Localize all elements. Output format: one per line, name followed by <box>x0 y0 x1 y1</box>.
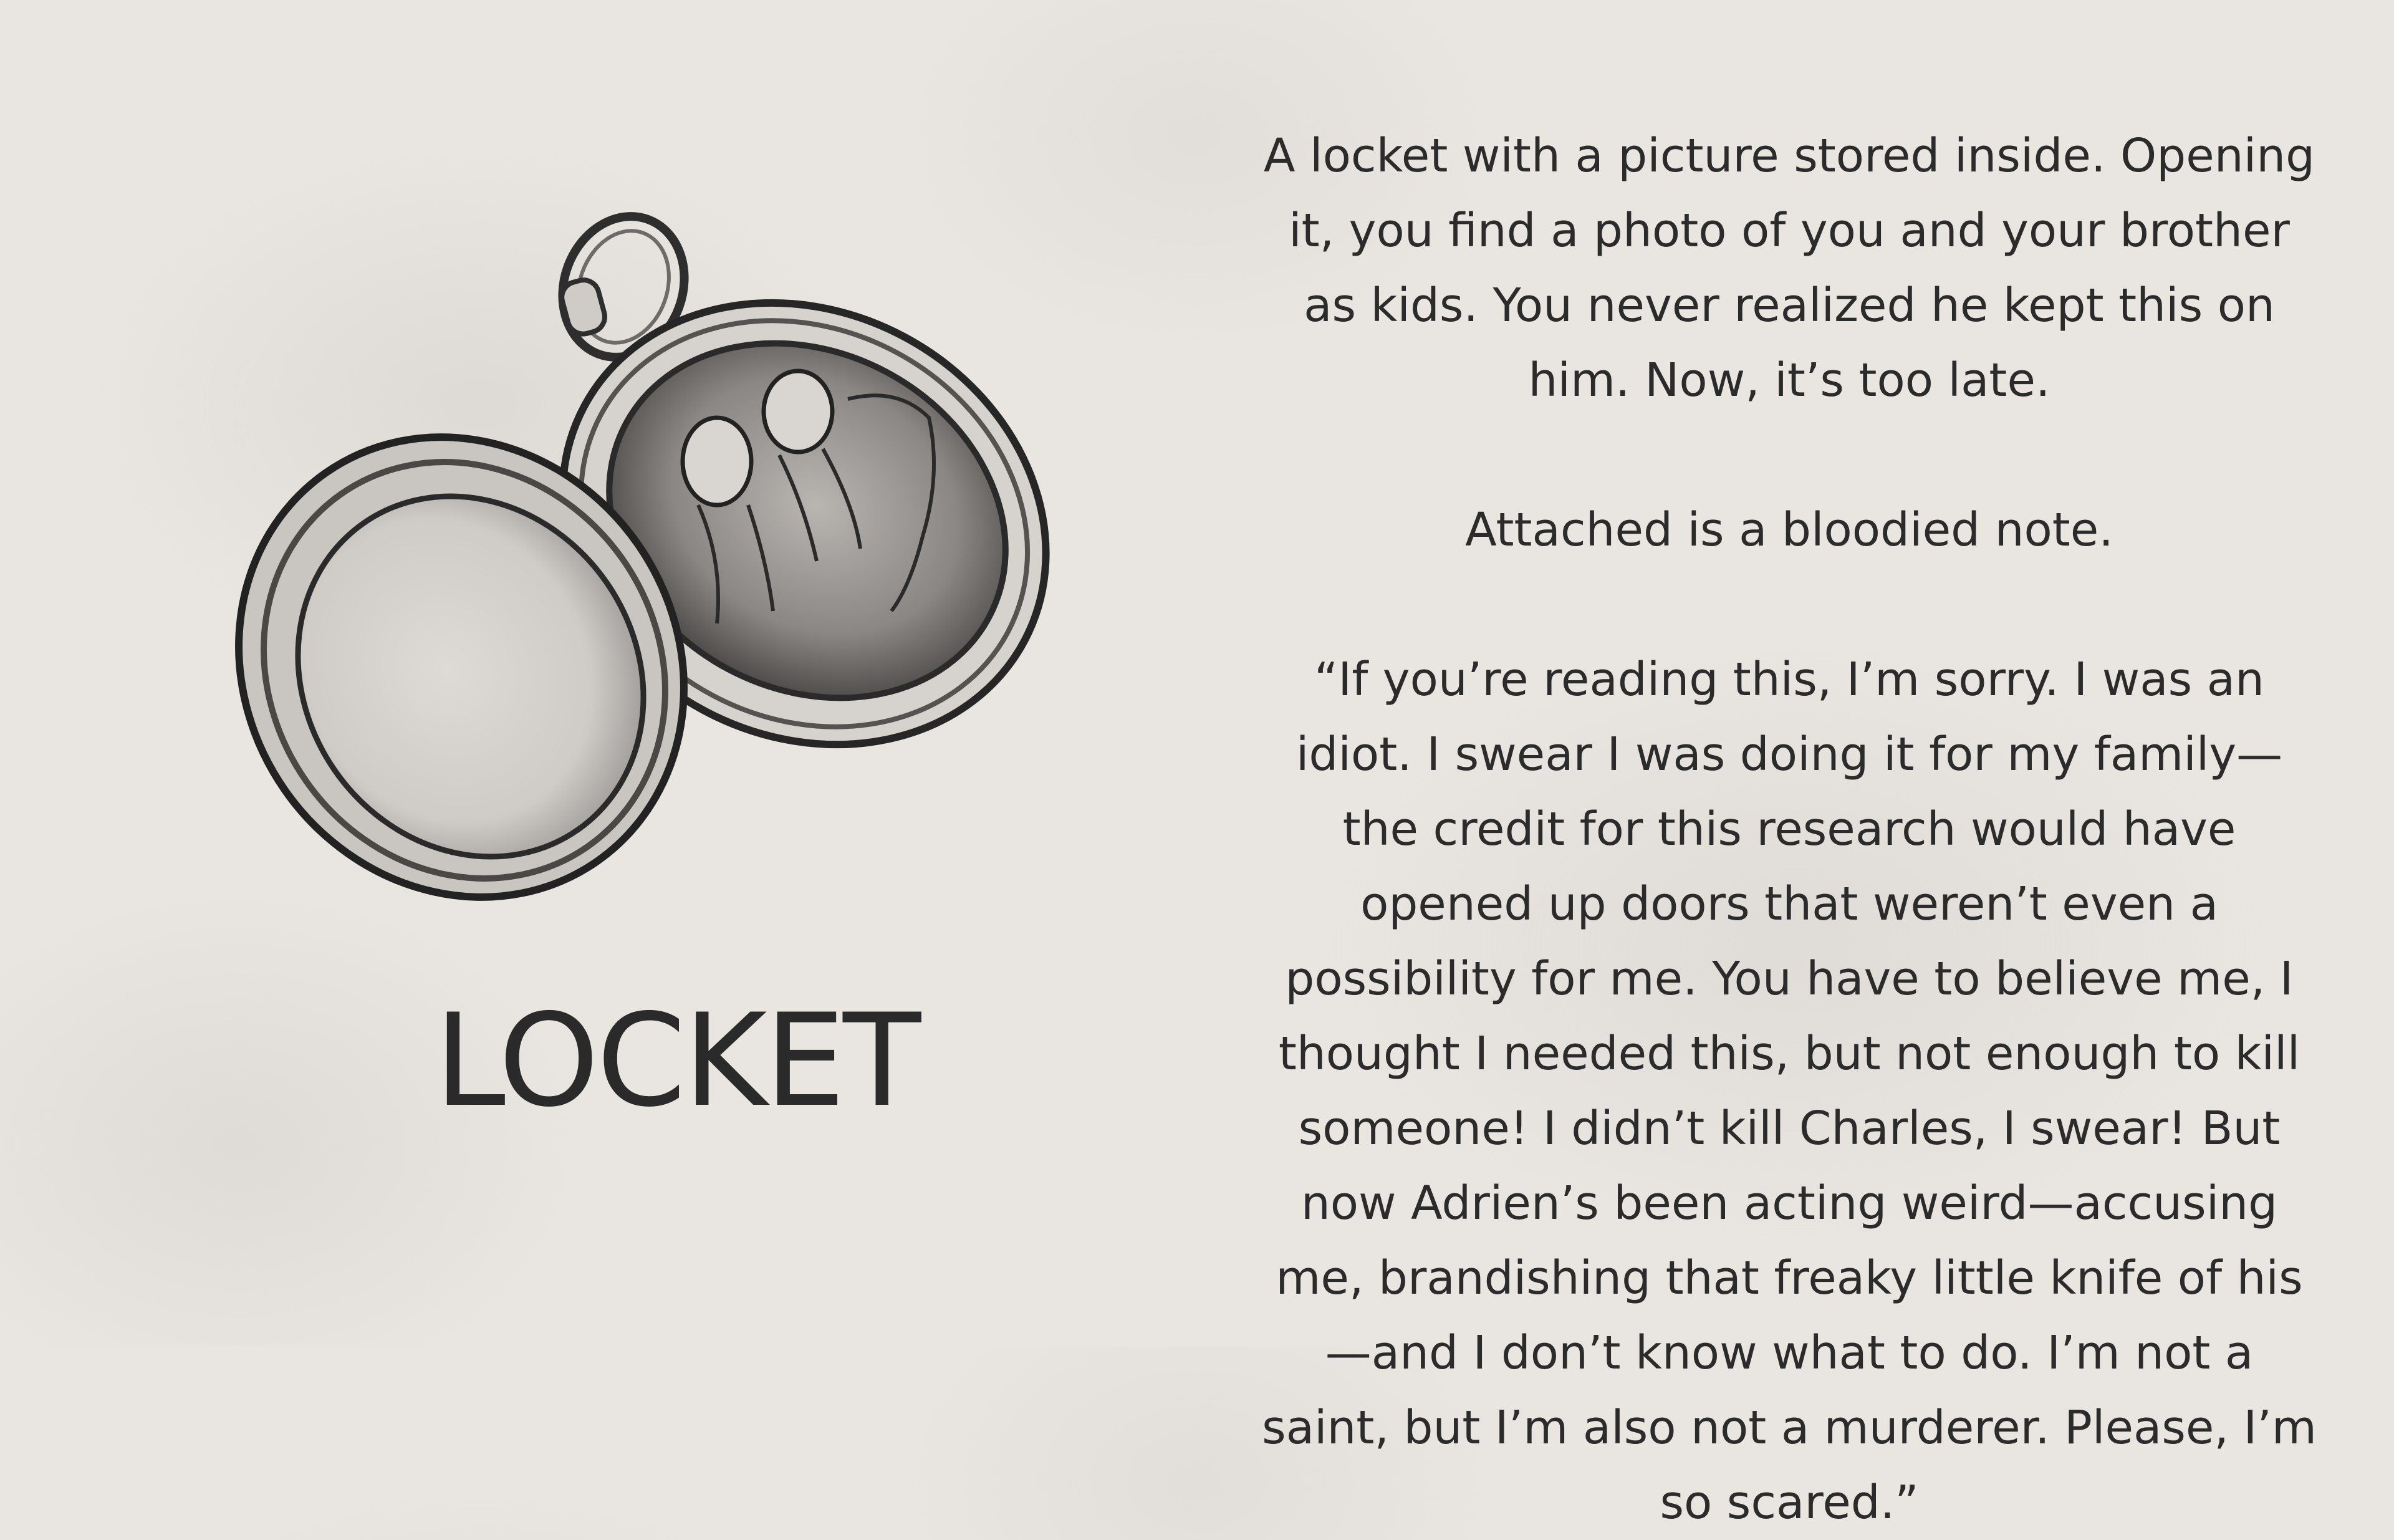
open-locket-icon <box>224 212 1097 948</box>
attachment-paragraph: Attached is a bloodied note. <box>1465 503 2113 557</box>
item-title: LOCKET <box>434 987 919 1135</box>
intro-paragraph: A locket with a picture stored inside. Opening it, you find a photo of you and your brother as kids. You never realized he kept this on him. Now, it’s too late. <box>1263 129 2315 407</box>
item-description <box>1259 118 2319 1540</box>
note-paragraph: “If you’re reading this, I’m sorry. I was an idiot. I swear I was doing it for my family—the credit for this research would have opened up doors that weren’t even a possibility for me. You have to believe me, I thought I needed this, but not enough to kill someone! I didn’t kill Charles, I swear! But now Adrien’s been acting weird—accusing me, brandishing that freaky little knife of his—and I don’t know what to do. I’m not a saint, but I’m also not a murderer. Please, I’m so scared.” <box>1262 653 2317 1529</box>
